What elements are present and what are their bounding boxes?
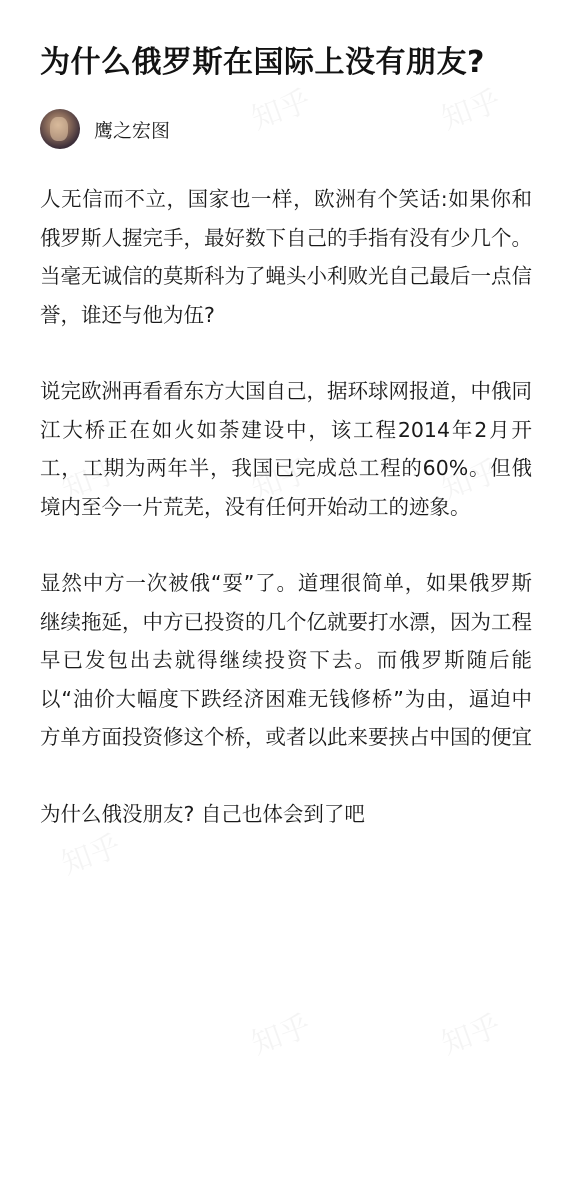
answer-paragraph-4: 为什么俄没朋友? 自己也体会到了吧 (40, 801, 365, 826)
answer-paragraph-2: 说完欧洲再看看东方大国自己，据环球网报道，中俄同江大桥正在如火如荼建设中，该工程2014年2月开工，工期为两年半，我国已完成总工程的60%。但俄境内至今一片荒芜，没有任何开始动工的迹象。 (40, 379, 532, 519)
author-avatar[interactable] (40, 109, 80, 149)
author-bar[interactable] (40, 108, 532, 150)
author-name[interactable]: 鹰之宏图 (94, 119, 171, 142)
watermark (244, 1001, 315, 1063)
answer-paragraph-1: 人无信而不立，国家也一样，欧洲有个笑话:如果你和俄罗斯人握完手，最好数下自己的手指有没有少几个。当毫无诚信的莫斯科为了蝇头小利败光自己最后一点信誉，谁还与他为伍? (40, 187, 532, 327)
watermark (434, 1001, 505, 1063)
answer-content (40, 180, 532, 833)
answer-paragraph-3: 显然中方一次被俄“耍”了。道理很简单，如果俄罗斯继续拖延，中方已投资的几个亿就要打水漂，因为工程早已发包出去就得继续投资下去。而俄罗斯随后能以“油价大幅度下跌经济困难无钱修桥”为由，逼迫中方单方面投资修这个桥，或者以此来要挟占中国的便宜 (40, 571, 532, 749)
question-title[interactable]: 为什么俄罗斯在国际上没有朋友? (40, 45, 485, 80)
